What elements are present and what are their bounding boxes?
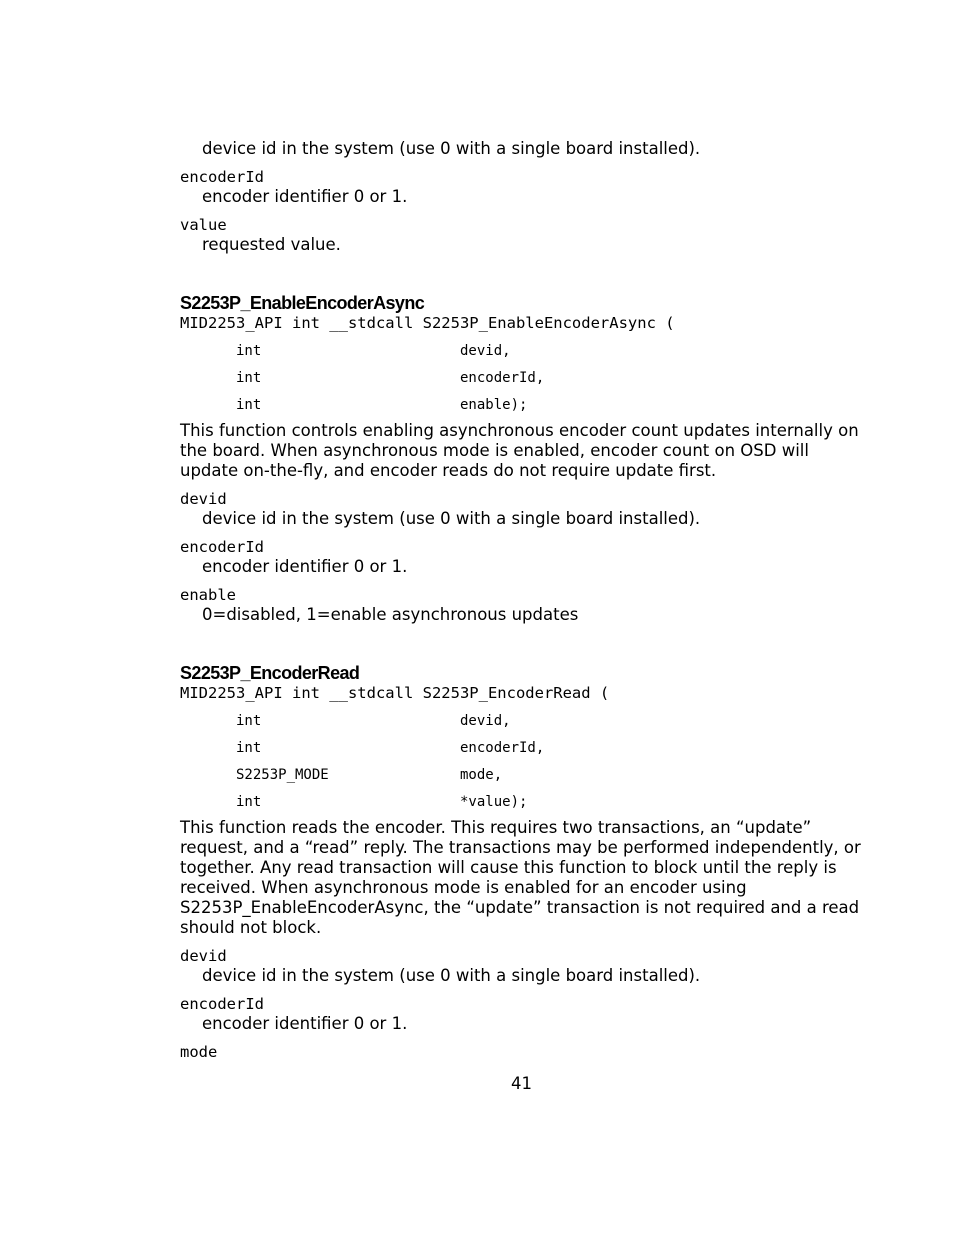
argument-name: enable); <box>460 397 528 413</box>
param-description: 0=disabled, 1=enable asynchronous updates <box>202 605 579 624</box>
param-description: encoder identifier 0 or 1. <box>202 187 408 206</box>
argument-row <box>180 762 870 789</box>
argument-name: mode, <box>460 767 503 783</box>
section-heading: S2253P_EnableEncoderAsync <box>180 293 425 313</box>
argument-name: devid, <box>460 343 511 359</box>
function-signature: MID2253_API int __stdcall S2253P_EnableEncoderAsync ( <box>180 314 675 332</box>
param-description: encoder identifier 0 or 1. <box>202 1014 408 1033</box>
param-description: device id in the system (use 0 with a single board installed). <box>202 509 701 528</box>
param-name: encoderId <box>180 538 264 556</box>
param-description: encoder identifier 0 or 1. <box>202 557 408 576</box>
argument-list <box>180 708 870 816</box>
param-description: device id in the system (use 0 with a single board installed). <box>202 966 701 985</box>
param-description: device id in the system (use 0 with a single board installed). <box>202 139 701 158</box>
argument-name: *value); <box>460 794 528 810</box>
argument-type: int <box>236 370 262 386</box>
argument-row <box>180 735 870 762</box>
argument-name: devid, <box>460 713 511 729</box>
section-heading: S2253P_EncoderRead <box>180 663 360 683</box>
function-description: This function controls enabling asynchronous encoder count updates internally on the board. When asynchronous mode is enabled, encoder count on OSD will update on-the-fly, and encoder reads do not require update first. <box>180 421 859 480</box>
argument-list <box>180 338 870 419</box>
argument-type: int <box>236 343 262 359</box>
param-name: mode <box>180 1043 218 1061</box>
argument-row <box>180 365 870 392</box>
argument-type: int <box>236 794 262 810</box>
argument-row <box>180 789 870 816</box>
function-description: This function reads the encoder. This requires two transactions, an “update” request, and a “read” reply. The transactions may be performed independently, or together. Any read transaction will cause this function to block until the reply is received. When asynchronous mode is enabled for an encoder using S2253P_EnableEncoderAsync, the “update” transaction is not required and a read should not block. <box>180 818 861 937</box>
argument-name: encoderId, <box>460 370 545 386</box>
argument-type: int <box>236 713 262 729</box>
param-name: value <box>180 216 227 234</box>
param-name: encoderId <box>180 168 264 186</box>
argument-row <box>180 338 870 365</box>
argument-type: int <box>236 397 262 413</box>
argument-row <box>180 392 870 419</box>
argument-type: S2253P_MODE <box>236 767 329 783</box>
function-signature: MID2253_API int __stdcall S2253P_EncoderRead ( <box>180 684 610 702</box>
param-name: enable <box>180 586 236 604</box>
param-name: devid <box>180 490 227 508</box>
argument-row <box>180 708 870 735</box>
param-name: devid <box>180 947 227 965</box>
argument-name: encoderId, <box>460 740 545 756</box>
argument-type: int <box>236 740 262 756</box>
document-page <box>180 139 870 1062</box>
param-description: requested value. <box>202 235 341 254</box>
param-name: encoderId <box>180 995 264 1013</box>
page-number: 41 <box>511 1074 532 1093</box>
